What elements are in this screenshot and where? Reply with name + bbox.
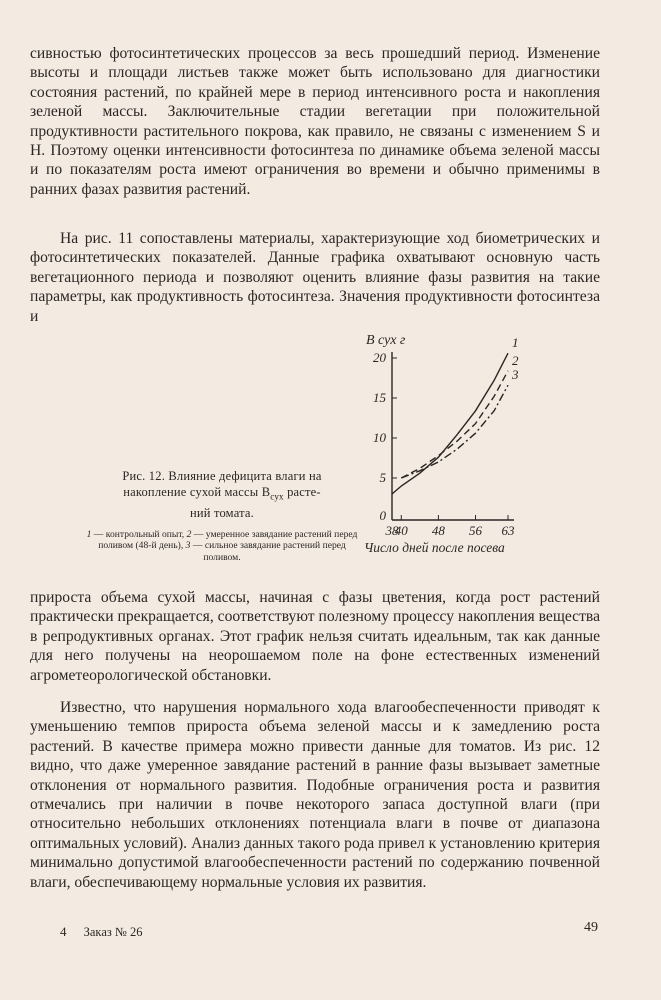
paragraph-4 — [30, 698, 600, 892]
chart-labels — [364, 333, 519, 555]
paragraph-1: сивностью фотосинтетических процессов за весь прошедший период. Изменение высоты и площади листьев также может быть использовано для диагностики состояния растений, по крайней мере в период интенсивного роста и накопления зеленой массы. Заключительные стадии вегетации при положительной продуктивности растительного покрова, как правило, не связаны с изменением S и H. Поэтому оценки интенсивности фотосинтеза по динамике объема зеленой массы и по показателям роста имеют ограничения во времени и обычно применимы в ранних фазах развития растений. — [30, 45, 600, 198]
series-label-1: 1 — [512, 335, 519, 351]
legend-text-2: — умеренное завядание растений перед поливом (48-й день), — [98, 528, 358, 552]
series-line-2 — [401, 371, 508, 478]
y-tick-label-10: 10 — [373, 430, 386, 445]
y-tick-label-5: 5 — [379, 470, 386, 485]
paragraph-3: прироста объема сухой массы, начиная с фазы цветения, когда рост растений практически прекращается, соответствуют полезному процессу накопления вещества в репродуктивных органах. Этот график нельзя считать идеальным, так как данные для него получены на неорошаемом поле на фоне естественных изменений агрометеорологической обстановки. — [30, 589, 600, 684]
x-tick-label-63: 63 — [501, 523, 515, 538]
x-tick-label-48: 48 — [431, 523, 445, 538]
y-tick-label-20: 20 — [373, 350, 386, 365]
legend-text-1: — контрольный опыт, — [91, 528, 187, 540]
paragraph-2 — [30, 229, 600, 326]
paragraph-2-text: На рис. 11 сопоставлены материалы, характеризующие ход биометрических и фотосинтетических показателей. Данные графика охватывают основную часть вегетационного периода и позволяют оценить влияние фазы развития на такие параметры, как продуктивность фотосинтеза. Значения продуктивности фотосинтеза и — [30, 230, 600, 325]
y-tick-label-0: 0 — [379, 508, 386, 523]
figure-caption — [86, 468, 358, 564]
x-tick-label-40: 40 — [394, 523, 408, 538]
series-label-3: 3 — [512, 367, 519, 383]
legend-text-3: — сильное завядание растений перед поливом. — [190, 540, 346, 564]
y-axis-label: B сух г — [366, 333, 406, 348]
signature-number: 4 — [60, 924, 67, 939]
series-line-1 — [392, 353, 508, 494]
legend-number-1: 1 — [86, 528, 92, 540]
y-tick-label-15: 15 — [373, 390, 386, 405]
caption-title-line2: накопление сухой массы B — [123, 485, 271, 499]
caption-legend — [86, 529, 358, 564]
caption-title-line1: Рис. 12. Влияние дефицита влаги на — [122, 469, 322, 483]
x-tick-label-56: 56 — [469, 523, 483, 538]
page-number: 49 — [584, 920, 598, 935]
caption-title-line2-end: расте- — [283, 485, 321, 499]
chart-ticks — [373, 350, 515, 538]
caption-title-subscript: сух — [270, 491, 284, 502]
series-label-2: 2 — [512, 352, 519, 368]
x-axis-label: Число дней после посева — [364, 540, 505, 555]
order-label: Заказ № 26 — [83, 925, 143, 939]
caption-title-line3: ний томата. — [189, 505, 255, 520]
paragraph-4-text: Известно, что нарушения нормального хода влагообеспеченности приводят к уменьшению темпов прироста объема зеленой массы и к замедлению роста растений. В качестве примера можно привести данные для томатов. Из рис. 12 видно, что даже умеренное завядание растений в ранние фазы вызывает заметные отклонения от нормального развития. Подобные ограничения роста и развития отмечались при наличии в почве некоторого запаса доступной влаги (при относительно небольших отклонениях потенциала влаги в почве от диапазона оптимальных условий). Анализ данных такого рода привел к установлению критерия минимально допустимой влагообеспеченности растений по содержанию почвенной влаги, обеспечивающему нормальные условия их развития. — [30, 699, 600, 891]
chart-dry-mass — [360, 330, 580, 580]
legend-number-3: 3 — [185, 540, 191, 552]
chart-series — [392, 353, 508, 494]
caption-title — [86, 468, 358, 521]
footer-order — [60, 924, 142, 940]
legend-number-2: 2 — [186, 528, 192, 540]
x-tick-label-38: 38 — [385, 523, 399, 538]
